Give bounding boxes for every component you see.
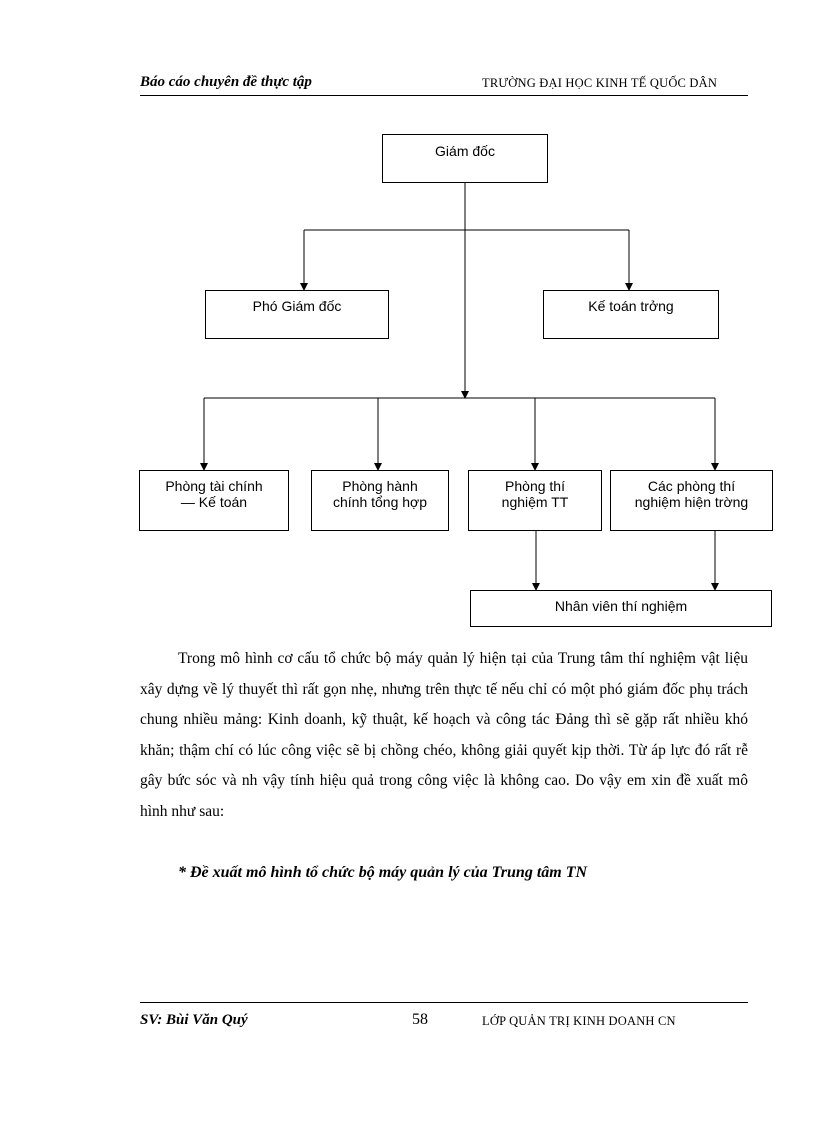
section-heading: * Đề xuất mô hình tổ chức bộ máy quản lý của Trung tâm TN [178, 864, 588, 881]
box-deputy-director-label: Phó Giám đốc [252, 298, 342, 314]
box-lab-staff-label: Nhân viên thí nghiệm [554, 598, 688, 614]
box-field-labs-line2: nghiệm hiện trờng [634, 494, 749, 510]
box-lab-line2: nghiệm TT [501, 494, 569, 510]
box-admin-line2: chính tổng hợp [332, 494, 428, 510]
header-university: TRƯỜNG ĐẠI HỌC KINH TẾ QUỐC DÂN [482, 76, 718, 90]
body-paragraph [140, 644, 748, 827]
box-director [382, 134, 548, 183]
paragraph-text: Trong mô hình cơ cấu tổ chức bộ máy quản lý hiện tại của Trung tâm thí nghiệm vật liệu xây dựng về lý thuyết thì rất gọn nhẹ, nhưng trên thực tế nếu chỉ có một phó giám đốc phụ trách chung nhiều mảng: Kinh doanh, kỹ thuật, kế hoạch và công tác Đảng thì sẽ gặp rất nhiều khó khăn; thậm chí có lúc công việc sẽ bị chồng chéo, không giải quyết kịp thời. Từ áp lực đó rất rễ gây bức sóc và nh vậy tính hiệu quả trong công việc là không cao. Do vậy em xin đề xuất mô hình như sau: [140, 650, 748, 820]
header-report-title: Báo cáo chuyên đề thực tập [140, 74, 312, 90]
box-lab-staff [470, 590, 772, 627]
box-admin-dept [311, 470, 449, 531]
footer-student: SV: Bùi Văn Quý [140, 1012, 248, 1028]
box-deputy-director [205, 290, 389, 339]
box-admin-line1: Phòng hành [342, 478, 418, 494]
box-chief-accountant-label: Kế toán trởng [588, 298, 674, 314]
box-field-labs-line1: Các phòng thí [647, 478, 736, 494]
box-lab-line1: Phòng thí [505, 478, 565, 494]
footer-class: LỚP QUẢN TRỊ KINH DOANH CN [482, 1014, 676, 1028]
box-finance-dept [139, 470, 289, 531]
footer-rule [140, 1002, 748, 1003]
box-lab-dept [468, 470, 602, 531]
box-finance-line1: Phòng tài chính [165, 478, 263, 494]
box-director-label: Giám đốc [435, 143, 495, 159]
footer-page-number: 58 [412, 1011, 428, 1028]
box-finance-line2: — Kế toán [180, 494, 248, 510]
box-field-labs [610, 470, 773, 531]
box-chief-accountant [543, 290, 719, 339]
